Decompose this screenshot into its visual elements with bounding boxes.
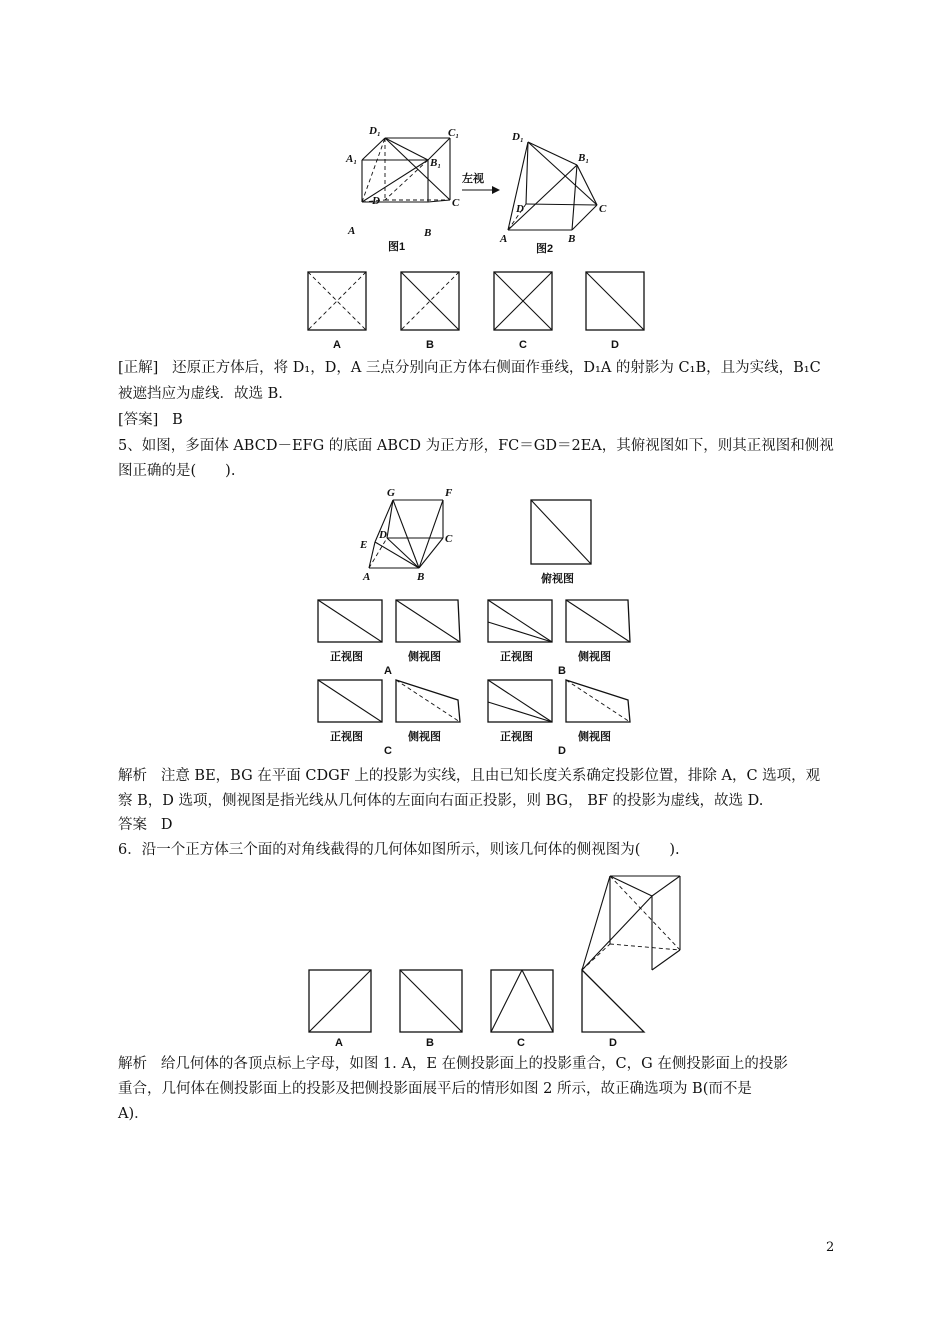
svg-text:侧视图: 侧视图 [408,731,441,743]
q5-option-b [488,600,630,677]
svg-text:C: C [445,533,453,545]
svg-text:E: E [360,539,368,551]
svg-text:B₁: B₁ [430,157,442,169]
svg-text:B: B [426,339,434,351]
svg-text:D: D [611,339,619,351]
q6-solid-figure [580,874,690,972]
q5-polyhedron-figure [355,486,605,592]
svg-text:侧视图: 侧视图 [578,731,611,743]
svg-text:C: C [599,203,607,215]
svg-text:B: B [568,233,576,245]
cube-fig1 [345,125,460,253]
q6-option-b [400,970,462,1049]
svg-text:B: B [417,571,425,583]
q4-options [300,268,650,353]
svg-text:B: B [426,1037,434,1049]
svg-text:D: D [372,195,380,207]
svg-text:A: A [335,1037,343,1049]
svg-text:D: D [558,745,566,757]
q6-explanation-line3: A)． [118,1106,149,1122]
q6-option-d [582,970,644,1049]
q5-options [310,596,640,756]
q6-explanation-line1: 解析 给几何体的各顶点标上字母，如图 1. A，E 在侧投影面上的投影重合，C，G 在侧投影面上的投影 [118,1056,788,1072]
svg-text:D: D [609,1037,617,1049]
arrow-label: 左视 [462,173,484,185]
svg-text:A: A [348,225,356,237]
svg-text:C: C [519,339,527,351]
q5-answer: 答案 D [118,817,173,833]
q5-option-c [318,680,460,757]
svg-text:C: C [384,745,392,757]
q5-option-d [488,680,630,757]
q5-question-line2: 图正确的是( ). [118,463,236,479]
svg-text:侧视图: 侧视图 [408,651,441,663]
q5-explanation-line2: 察 B，D 选项，侧视图是指光线从几何体的左面向右面正投影，则 BG， BF 的投影为虚线，故选 D. [118,793,764,809]
q5-question-line1: 5、如图，多面体 ABCD－EFG 的底面 ABCD 为正方形，FC＝GD＝2EA，其俯视图如下，则其正视图和侧视 [118,438,834,454]
q4-option-b [401,272,459,351]
svg-text:C₁: C₁ [448,127,460,139]
svg-text:正视图: 正视图 [330,731,363,743]
svg-text:D₁: D₁ [512,131,524,143]
q4-cube-figure [340,120,620,260]
svg-text:B: B [424,227,432,239]
svg-text:A: A [333,339,341,351]
q4-option-a [308,272,366,351]
q5-option-a [318,600,460,677]
svg-text:A₁: A₁ [346,153,358,165]
q6-option-c [491,970,553,1049]
svg-text:D: D [516,203,524,215]
q5-explanation-line1: 解析 注意 BE，BG 在平面 CDGF 上的投影为实线，且由已知长度关系确定投影位置，排除 A，C 选项，观 [118,768,821,784]
svg-text:侧视图: 侧视图 [578,651,611,663]
svg-text:A: A [384,665,392,677]
svg-text:A: A [500,233,508,245]
svg-text:俯视图: 俯视图 [541,573,574,585]
svg-text:正视图: 正视图 [500,651,533,663]
svg-text:F: F [445,487,453,499]
left-view-arrow [462,171,500,194]
q4-explanation-line2: 被遮挡应为虚线．故选 B. [118,386,283,402]
svg-text:正视图: 正视图 [330,651,363,663]
fig1-caption: 图1 [388,241,406,253]
q4-explanation-line1: [正解] 还原正方体后，将 D₁，D，A 三点分别向正方体右侧面作垂线，D₁A 的射影为 C₁B，且为实线，B₁C [118,360,821,376]
q4-option-c [494,272,552,351]
cube-fig2 [499,131,607,255]
page-number: 2 [826,1240,835,1255]
svg-text:D: D [379,529,387,541]
svg-text:C: C [517,1037,525,1049]
q6-explanation-line2: 重合，几何体在侧投影面上的投影及把侧投影面展平后的情形如图 2 所示，故正确选项为 B(而不是 [118,1081,752,1097]
q4-answer: [答案] B [118,412,183,428]
q6-option-a [309,970,371,1049]
fig2-caption: 图2 [536,243,554,255]
svg-text:B: B [558,665,566,677]
svg-text:A: A [363,571,371,583]
svg-text:C: C [452,197,460,209]
svg-text:B₁: B₁ [578,152,590,164]
svg-text:正视图: 正视图 [500,731,533,743]
svg-text:D₁: D₁ [369,125,381,137]
svg-text:G: G [387,487,395,499]
q4-option-d [586,272,644,351]
q6-options [305,966,650,1048]
q6-question-line: 6．沿一个正方体三个面的对角线截得的几何体如图所示，则该几何体的侧视图为( ). [118,842,680,858]
